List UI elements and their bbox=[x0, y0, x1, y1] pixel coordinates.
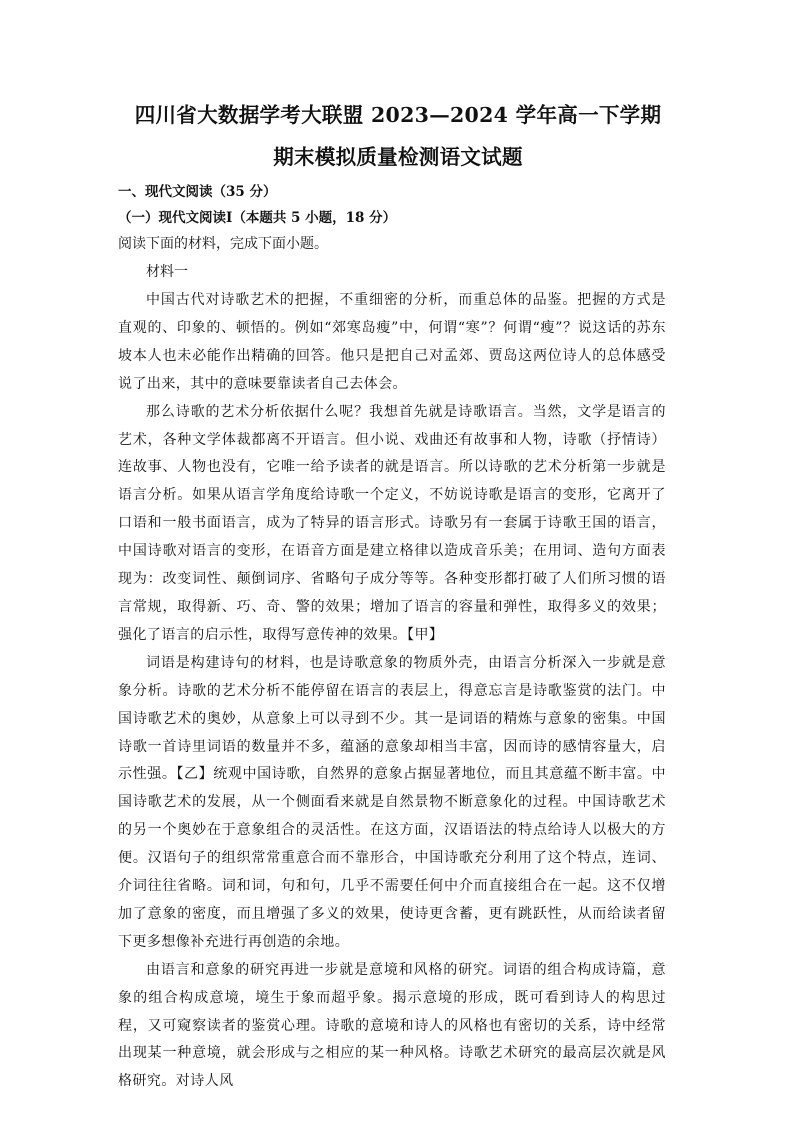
section-heading: 一、现代文阅读（35 分） bbox=[118, 184, 277, 200]
paragraph-2: 那么诗歌的艺术分析依据什么呢？我想首先就是诗歌语言。当然，文学是语言的艺术，各种文学体裁都离不开语言。但小说、戏曲还有故事和人物，诗歌（抒情诗）连故事、人物也没有，它唯一给予读者的就是语言。所以诗歌的艺术分析第一步就是语言分析。如果从语言学角度给诗歌一个定义，不妨说诗歌是语言的变形，它离开了口语和一般书面语言，成为了特异的语言形式。诗歌另有一套属于诗歌王国的语言，中国诗歌对语言的变形，在语音方面是建立格律以造成音乐美；在用词、造句方面表现为：改变词性、颠倒词序、省略句子成分等等。各种变形都打破了人们所习惯的语言常规，取得新、巧、奇、警的效果；增加了语言的容量和弹性，取得多义的效果；强化了语言的启示性，取得写意传神的效果。【甲】 bbox=[118, 403, 666, 643]
paragraph-4: 由语言和意象的研究再进一步就是意境和风格的研究。词语的组合构成诗篇，意象的组合构成意境，境生于象而超乎象。揭示意境的形成，既可看到诗人的构思过程，又可窥察读者的鉴赏心理。诗歌的意境和诗人的风格也有密切的关系，诗中经常出现某一种意境，就会形成与之相应的某一种风格。诗歌艺术研究的最高层次就是风格研究。对诗人风 bbox=[118, 961, 666, 1090]
material-label: 材料一 bbox=[146, 264, 188, 280]
subsection-heading: （一）现代文阅读Ⅰ（本题共 5 小题，18 分） bbox=[118, 210, 397, 226]
paragraph-3: 词语是构建诗句的材料，也是诗歌意象的物质外壳，由语言分析深入一步就是意象分析。诗歌的艺术分析不能停留在语言的表层上，得意忘言是诗歌鉴赏的法门。中国诗歌艺术的奥妙，从意象上可以寻到不少。其一是词语的精炼与意象的密集。中国诗歌一首诗里词语的数量并不多，蕴涵的意象却相当丰富，因而诗的感情容量大，启示性强。【乙】统观中国诗歌，自然界的意象占据显著地位，而且其意蕴不断丰富。中国诗歌艺术的发展，从一个侧面看来就是自然景物不断意象化的过程。中国诗歌艺术的另一个奥妙在于意象组合的灵活性。在这方面，汉语语法的特点给诗人以极大的方便。汉语句子的组织常常重意合而不靠形合，中国诗歌充分利用了这个特点，连词、介词往往省略。词和词，句和句，几乎不需要任何中介而直接组合在一起。这不仅增加了意象的密度，而且增强了多义的效果，使诗更含蓄，更有跳跃性，从而给读者留下更多想像补充进行再创造的余地。 bbox=[118, 654, 666, 950]
paragraph-1: 中国古代对诗歌艺术的把握，不重细密的分析，而重总体的品鉴。把握的方式是直观的、印象的、顿悟的。例如“郊寒岛瘦”中，何谓“寒”？何谓“瘦”？说这话的苏东坡本人也未必能作出精确的回答。他只是把自己对孟郊、贾岛这两位诗人的总体感受说了出来，其中的意味要靠读者自己去体会。 bbox=[118, 292, 666, 392]
material-body bbox=[118, 287, 666, 1096]
exam-title-line-2: 期末模拟质量检测语文试题 bbox=[273, 145, 523, 169]
exam-title-line-1: 四川省大数据学考大联盟 2023—2024 学年高一下学期 bbox=[134, 103, 662, 127]
reading-instruction: 阅读下面的材料，完成下面小题。 bbox=[118, 236, 328, 252]
